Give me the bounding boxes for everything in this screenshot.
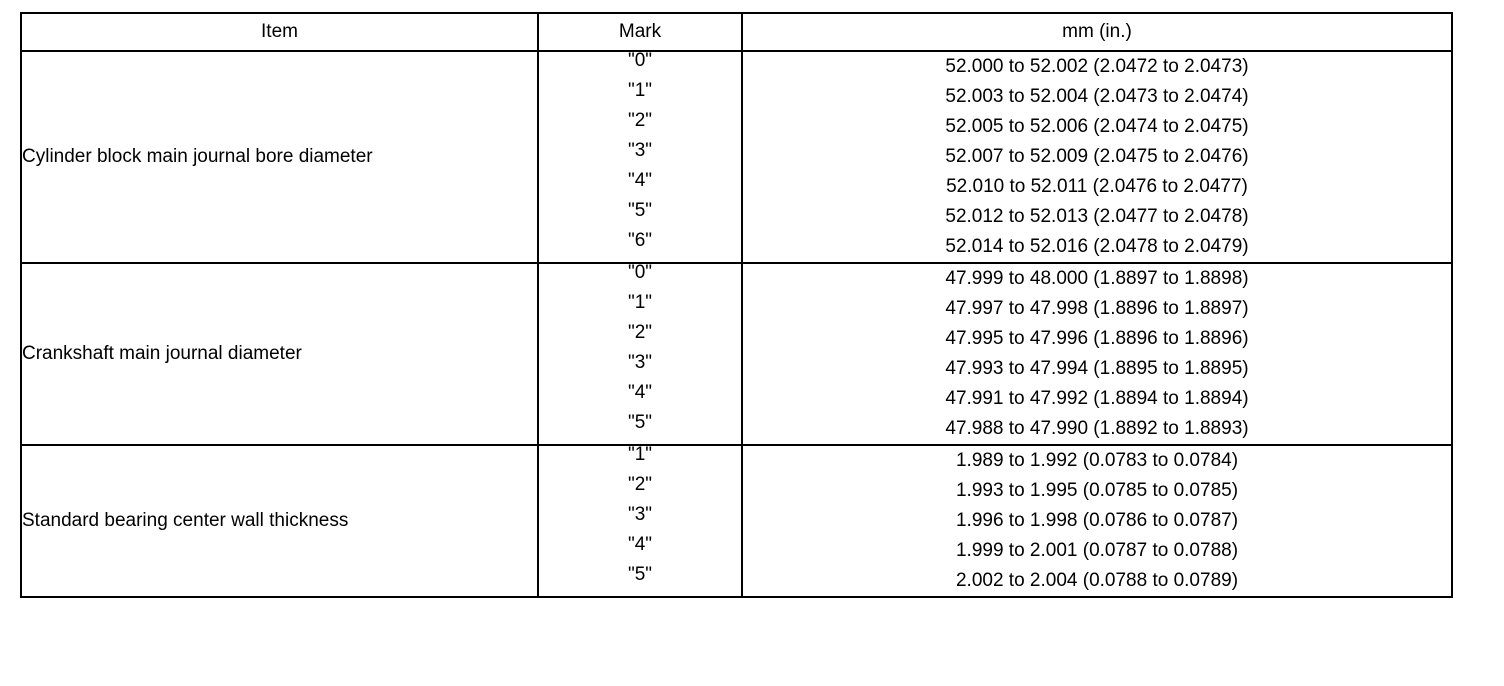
mark-cell <box>538 445 742 597</box>
spec-table <box>20 12 1453 598</box>
table-row <box>21 445 1452 597</box>
table-row <box>21 51 1452 263</box>
mm-value: 2.002 to 2.004 (0.0788 to 0.0789) <box>955 570 1239 591</box>
mark-value: "0" <box>627 50 653 71</box>
spec-table-body <box>21 51 1452 597</box>
mark-value: "6" <box>627 230 653 251</box>
mm-value: 47.997 to 47.998 (1.8896 to 1.8897) <box>945 298 1249 319</box>
mm-cell <box>742 51 1452 263</box>
mark-value: "5" <box>627 200 653 221</box>
mm-value: 47.999 to 48.000 (1.8897 to 1.8898) <box>945 268 1249 289</box>
mark-value: "3" <box>627 504 653 525</box>
mm-value: 52.000 to 52.002 (2.0472 to 2.0473) <box>945 56 1249 77</box>
mm-value: 52.012 to 52.013 (2.0477 to 2.0478) <box>945 206 1249 227</box>
mark-value: "5" <box>627 412 653 433</box>
mm-value: 47.991 to 47.992 (1.8894 to 1.8894) <box>945 388 1249 409</box>
item-cell: Standard bearing center wall thickness <box>21 445 538 597</box>
mm-value: 1.993 to 1.995 (0.0785 to 0.0785) <box>955 480 1239 501</box>
mark-value: "2" <box>627 322 653 343</box>
item-cell: Crankshaft main journal diameter <box>21 263 538 445</box>
header-mm: mm (in.) <box>742 13 1452 51</box>
mm-value: 52.010 to 52.011 (2.0476 to 2.0477) <box>946 176 1248 197</box>
mark-value: "4" <box>627 534 653 555</box>
table-row <box>21 263 1452 445</box>
mark-value: "4" <box>627 382 653 403</box>
mm-value: 52.003 to 52.004 (2.0473 to 2.0474) <box>945 86 1249 107</box>
mm-value: 47.993 to 47.994 (1.8895 to 1.8895) <box>945 358 1249 379</box>
mm-cell <box>742 445 1452 597</box>
mark-cell <box>538 263 742 445</box>
header-mark: Mark <box>538 13 742 51</box>
mark-value: "1" <box>627 80 653 101</box>
mark-value: "5" <box>627 564 653 585</box>
header-item: Item <box>21 13 538 51</box>
mark-cell <box>538 51 742 263</box>
mark-value: "3" <box>627 140 653 161</box>
mm-cell <box>742 263 1452 445</box>
mm-value: 52.005 to 52.006 (2.0474 to 2.0475) <box>945 116 1249 137</box>
mm-value: 1.996 to 1.998 (0.0786 to 0.0787) <box>955 510 1239 531</box>
mark-value: "2" <box>627 110 653 131</box>
mark-value: "3" <box>627 352 653 373</box>
mm-value: 1.999 to 2.001 (0.0787 to 0.0788) <box>955 540 1239 561</box>
mark-value: "4" <box>627 170 653 191</box>
item-cell: Cylinder block main journal bore diameter <box>21 51 538 263</box>
mark-value: "0" <box>627 262 653 283</box>
mark-value: "1" <box>627 444 653 465</box>
mark-value: "2" <box>627 474 653 495</box>
mm-value: 1.989 to 1.992 (0.0783 to 0.0784) <box>955 450 1239 471</box>
mm-value: 47.995 to 47.996 (1.8896 to 1.8896) <box>945 328 1249 349</box>
mm-value: 52.007 to 52.009 (2.0475 to 2.0476) <box>945 146 1249 167</box>
mark-value: "1" <box>627 292 653 313</box>
mm-value: 52.014 to 52.016 (2.0478 to 2.0479) <box>945 236 1249 257</box>
mm-value: 47.988 to 47.990 (1.8892 to 1.8893) <box>945 418 1249 439</box>
